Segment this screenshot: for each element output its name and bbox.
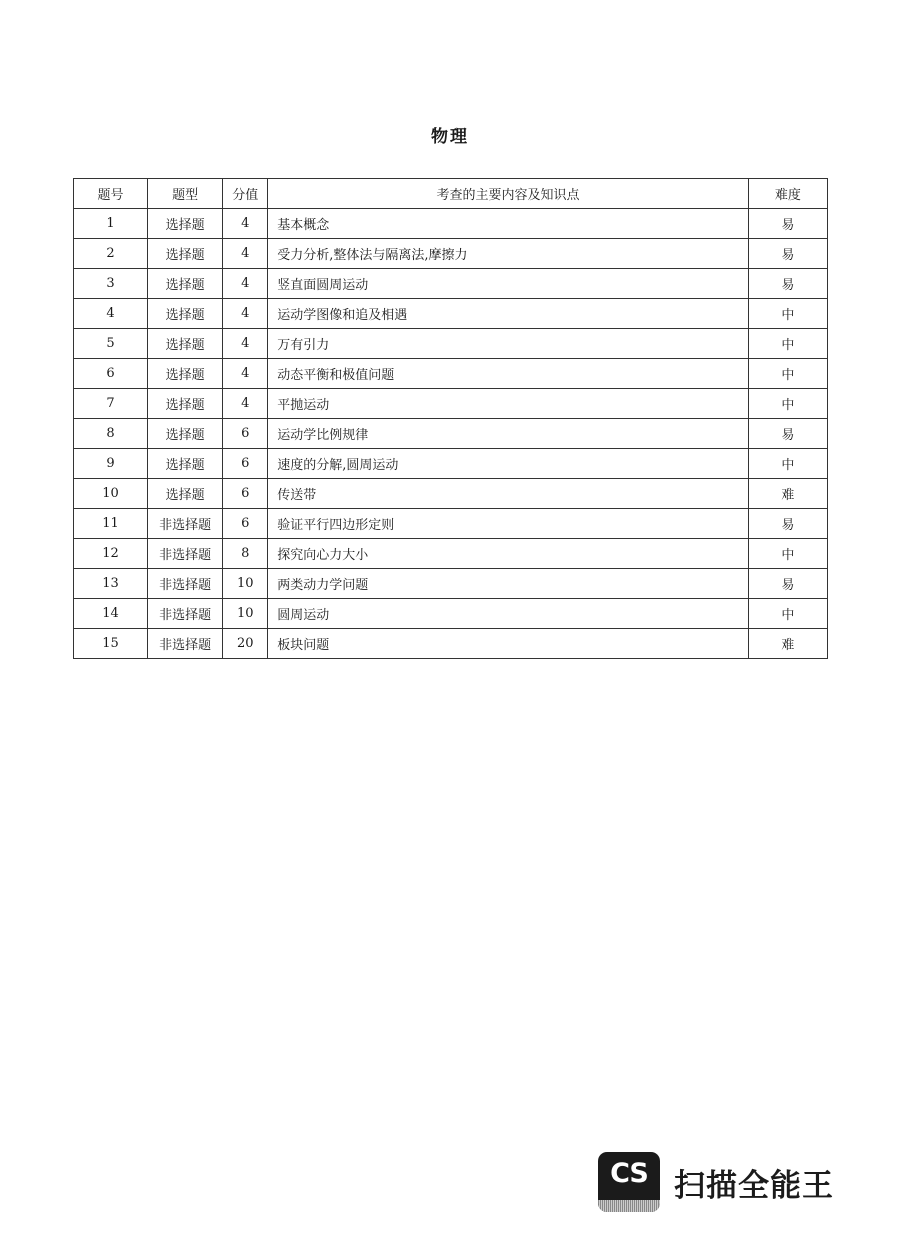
cs-logo-letters: CS xyxy=(610,1158,648,1189)
cell-content: 运动学图像和追及相遇 xyxy=(268,299,749,329)
table-row xyxy=(74,209,828,239)
cell-question-number: 6 xyxy=(74,359,148,389)
table-row xyxy=(74,329,828,359)
table-row xyxy=(74,269,828,299)
page-title: 物理 xyxy=(431,127,469,147)
cell-content: 运动学比例规律 xyxy=(268,419,749,449)
header-question-number: 题号 xyxy=(74,179,148,209)
cell-question-type: 选择题 xyxy=(148,419,223,449)
cell-question-type: 选择题 xyxy=(148,299,223,329)
header-difficulty: 难度 xyxy=(748,179,827,209)
table-row xyxy=(74,629,828,659)
table-row xyxy=(74,239,828,269)
cell-score: 6 xyxy=(223,479,268,509)
cell-content: 验证平行四边形定则 xyxy=(268,509,749,539)
cell-content: 平抛运动 xyxy=(268,389,749,419)
table-body xyxy=(74,209,828,659)
header-content: 考查的主要内容及知识点 xyxy=(268,179,749,209)
cell-difficulty: 中 xyxy=(748,389,827,419)
cell-difficulty: 易 xyxy=(748,239,827,269)
cell-question-type: 选择题 xyxy=(148,449,223,479)
cell-content: 动态平衡和极值问题 xyxy=(268,359,749,389)
cell-content: 基本概念 xyxy=(268,209,749,239)
cell-question-type: 非选择题 xyxy=(148,569,223,599)
watermark-text: 扫描全能王 xyxy=(674,1167,834,1204)
cell-question-type: 非选择题 xyxy=(148,539,223,569)
cell-content: 传送带 xyxy=(268,479,749,509)
cell-difficulty: 易 xyxy=(748,269,827,299)
cell-content: 两类动力学问题 xyxy=(268,569,749,599)
cell-difficulty: 中 xyxy=(748,359,827,389)
cell-question-type: 选择题 xyxy=(148,239,223,269)
cell-difficulty: 中 xyxy=(748,299,827,329)
table-row xyxy=(74,479,828,509)
cell-score: 6 xyxy=(223,419,268,449)
cell-question-type: 选择题 xyxy=(148,389,223,419)
cell-score: 4 xyxy=(223,359,268,389)
cell-question-number: 7 xyxy=(74,389,148,419)
cell-score: 4 xyxy=(223,299,268,329)
cell-content: 万有引力 xyxy=(268,329,749,359)
cell-content: 受力分析,整体法与隔离法,摩擦力 xyxy=(268,239,749,269)
cell-question-number: 12 xyxy=(74,539,148,569)
cell-question-type: 非选择题 xyxy=(148,509,223,539)
cell-difficulty: 易 xyxy=(748,569,827,599)
table-row xyxy=(74,509,828,539)
table-row xyxy=(74,449,828,479)
table-row xyxy=(74,419,828,449)
cell-question-type: 选择题 xyxy=(148,209,223,239)
cell-content: 速度的分解,圆周运动 xyxy=(268,449,749,479)
cell-question-type: 非选择题 xyxy=(148,599,223,629)
cell-difficulty: 易 xyxy=(748,509,827,539)
cell-score: 8 xyxy=(223,539,268,569)
cell-question-number: 5 xyxy=(74,329,148,359)
cell-question-number: 9 xyxy=(74,449,148,479)
cell-score: 6 xyxy=(223,449,268,479)
table-row xyxy=(74,569,828,599)
cell-question-number: 3 xyxy=(74,269,148,299)
cell-score: 4 xyxy=(223,389,268,419)
cs-logo-icon xyxy=(598,1152,660,1212)
cell-score: 10 xyxy=(223,599,268,629)
cell-question-number: 4 xyxy=(74,299,148,329)
cell-question-type: 选择题 xyxy=(148,359,223,389)
cell-question-type: 选择题 xyxy=(148,329,223,359)
cell-score: 20 xyxy=(223,629,268,659)
cell-score: 4 xyxy=(223,239,268,269)
cell-difficulty: 易 xyxy=(748,419,827,449)
cell-question-number: 8 xyxy=(74,419,148,449)
cell-question-number: 2 xyxy=(74,239,148,269)
cell-question-type: 选择题 xyxy=(148,479,223,509)
table-row xyxy=(74,539,828,569)
camscanner-watermark xyxy=(598,1152,834,1212)
cell-score: 4 xyxy=(223,209,268,239)
cell-score: 6 xyxy=(223,509,268,539)
cell-difficulty: 中 xyxy=(748,449,827,479)
exam-spec-table xyxy=(73,178,828,659)
table-row xyxy=(74,359,828,389)
cell-question-number: 13 xyxy=(74,569,148,599)
header-score: 分值 xyxy=(223,179,268,209)
cell-question-number: 1 xyxy=(74,209,148,239)
cell-content: 探究向心力大小 xyxy=(268,539,749,569)
cell-question-type: 非选择题 xyxy=(148,629,223,659)
cell-difficulty: 中 xyxy=(748,599,827,629)
cell-question-number: 10 xyxy=(74,479,148,509)
cell-question-type: 选择题 xyxy=(148,269,223,299)
table-header-row xyxy=(74,179,828,209)
table-row xyxy=(74,389,828,419)
cell-difficulty: 中 xyxy=(748,329,827,359)
cell-score: 4 xyxy=(223,269,268,299)
cell-question-number: 11 xyxy=(74,509,148,539)
logo-stripe xyxy=(598,1200,660,1212)
cell-content: 竖直面圆周运动 xyxy=(268,269,749,299)
table-row xyxy=(74,299,828,329)
cell-content: 板块问题 xyxy=(268,629,749,659)
cell-difficulty: 难 xyxy=(748,629,827,659)
cell-question-number: 14 xyxy=(74,599,148,629)
cell-score: 10 xyxy=(223,569,268,599)
table-row xyxy=(74,599,828,629)
cell-difficulty: 难 xyxy=(748,479,827,509)
header-question-type: 题型 xyxy=(148,179,223,209)
cell-difficulty: 易 xyxy=(748,209,827,239)
cell-difficulty: 中 xyxy=(748,539,827,569)
cell-question-number: 15 xyxy=(74,629,148,659)
cell-score: 4 xyxy=(223,329,268,359)
cell-content: 圆周运动 xyxy=(268,599,749,629)
